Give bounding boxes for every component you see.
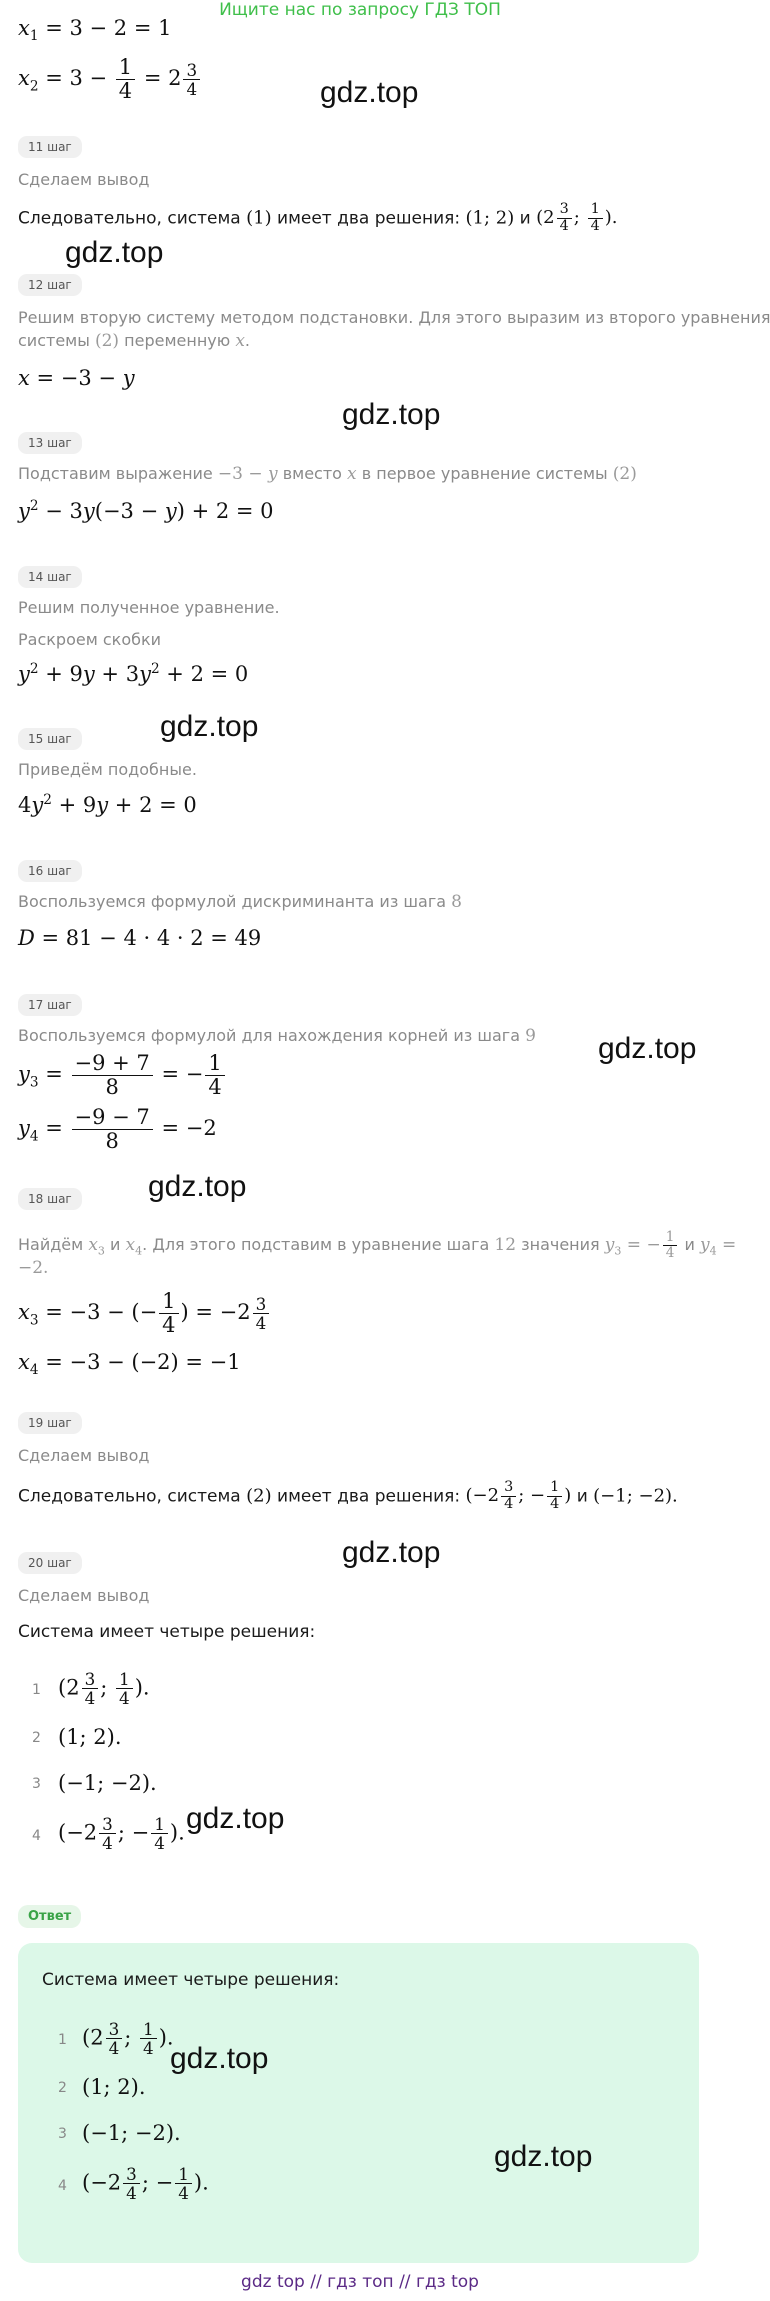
watermark: gdz.top: [342, 398, 441, 431]
equation-y4: $y_4$ = $\frac{-9 - 7}{8}$ = −2: [18, 1105, 217, 1154]
watermark: gdz.top: [148, 1170, 247, 1203]
answer-box: [18, 1943, 699, 2263]
step-12-line2: системы (2) переменную x.: [18, 331, 250, 351]
step-badge-11: 11 шаг: [18, 136, 82, 158]
list-number: 3: [58, 2126, 67, 2142]
top-banner[interactable]: Ищите нас по запросу ГДЗ ТОП: [219, 0, 501, 20]
watermark: gdz.top: [170, 2042, 269, 2075]
equation-x3: $x_3 = -3$ − (− $\frac{1}{4}$ ) = −2 $\frac{3}{4}$: [18, 1290, 271, 1337]
step-11-result: Следовательно, система (1) имеет два решения: (1; 2) и (2 $\frac{3}{4}$ ; $\frac{1}{4}$ ).: [18, 201, 618, 234]
watermark: gdz.top: [342, 1536, 441, 1569]
equation-discriminant: D = 81 − 4 · 4 · 2 = 49: [18, 926, 262, 950]
step-11-intro: Сделаем вывод: [18, 170, 150, 189]
watermark: gdz.top: [160, 710, 259, 743]
solution-1: (2 $\frac{3}{4}$ ; $\frac{1}{4}$ ).: [58, 1669, 150, 1709]
list-number: 3: [32, 1776, 41, 1792]
footer-link-1[interactable]: gdz top: [241, 2272, 305, 2292]
step-18-text-cont: −2.: [18, 1258, 49, 1278]
solution-3: (−1; −2).: [58, 1771, 157, 1795]
step-badge-12: 12 шаг: [18, 274, 82, 296]
step-12-line1: Решим вторую систему методом подстановки. Для этого выразим из второго уравнения: [18, 308, 770, 327]
step-badge-19: 19 шаг: [18, 1412, 82, 1434]
equation-x-expr: x = −3 − y: [18, 366, 135, 390]
step-badge-17: 17 шаг: [18, 994, 82, 1016]
step-20-result: Система имеет четыре решения:: [18, 1622, 316, 1642]
watermark: gdz.top: [598, 1032, 697, 1065]
footer-link-2[interactable]: гдз топ: [327, 2272, 394, 2292]
step-14-text-a: Решим полученное уравнение.: [18, 598, 280, 617]
list-number: 4: [58, 2178, 67, 2194]
answer-solution-2: (1; 2).: [82, 2075, 146, 2099]
footer-links: [0, 2272, 720, 2292]
step-badge-14: 14 шаг: [18, 566, 82, 588]
step-19-result: Следовательно, система (2) имеет два решения: (−2 $\frac{3}{4}$ ; − $\frac{1}{4}$ ) и (−1; −2).: [18, 1479, 678, 1512]
step-badge-18: 18 шаг: [18, 1188, 82, 1210]
equation-x1: $x_1 = 3 - 2 = 1$: [18, 16, 172, 45]
footer-separator: //: [310, 2272, 322, 2292]
list-number: 1: [58, 2032, 67, 2048]
footer-link-3[interactable]: гдз top: [415, 2272, 479, 2292]
answer-solution-4: (−2 $\frac{3}{4}$ ; − $\frac{1}{4}$ ).: [82, 2164, 209, 2204]
step-15-text: Приведём подобные.: [18, 760, 197, 779]
step-13-text: Подставим выражение −3 − y вместо x в первое уравнение системы (2): [18, 464, 637, 484]
equation-expanded: $y^2 + 9y + 3y^2 + 2 = 0$: [18, 661, 249, 686]
step-badge-15: 15 шаг: [18, 728, 82, 750]
watermark: gdz.top: [320, 76, 419, 109]
answer-solution-1: (2 $\frac{3}{4}$ ; $\frac{1}{4}$ ).: [82, 2019, 174, 2059]
footer-separator: //: [399, 2272, 411, 2292]
step-16-text: Воспользуемся формулой дискриминанта из шага 8: [18, 892, 462, 912]
list-number: 2: [58, 2080, 67, 2096]
watermark: gdz.top: [494, 2140, 593, 2173]
watermark: gdz.top: [186, 1802, 285, 1835]
step-19-intro: Сделаем вывод: [18, 1446, 150, 1465]
step-17-text: Воспользуемся формулой для нахождения корней из шага 9: [18, 1026, 536, 1046]
answer-solution-3: (−1; −2).: [82, 2121, 181, 2145]
step-14-text-b: Раскроем скобки: [18, 630, 162, 649]
step-20-intro: Сделаем вывод: [18, 1586, 150, 1605]
list-number: 1: [32, 1682, 41, 1698]
equation-x2: $x_2 = 3$ − $\frac{1}{4}$ = 2 $\frac{3}{4}$: [18, 56, 202, 103]
step-badge-13: 13 шаг: [18, 432, 82, 454]
watermark: gdz.top: [65, 236, 164, 269]
solution-2: (1; 2).: [58, 1725, 122, 1749]
list-number: 4: [32, 1828, 41, 1844]
answer-text: Система имеет четыре решения:: [42, 1970, 340, 1990]
equation-x4: $x_4 = -3 - (-2) = -1$: [18, 1350, 241, 1379]
equation-y3: $y_3$ = $\frac{-9 + 7}{8}$ = − $\frac{1}{4}$: [18, 1052, 227, 1099]
solution-4: (−2 $\frac{3}{4}$ ; − $\frac{1}{4}$ ).: [58, 1814, 185, 1854]
equation-simplified: $4y^2 + 9y + 2 = 0$: [18, 792, 197, 817]
equation-substituted: $y^2 - 3y(-3 - y) + 2 = 0$: [18, 498, 274, 523]
list-number: 2: [32, 1730, 41, 1746]
answer-badge: Ответ: [18, 1905, 81, 1928]
step-18-text: Найдём $x_3$ и $x_4$. Для этого подставим в уравнение шага 12 значения $y_3$ = − $\frac{1}{4}$ и $y_4$ =: [18, 1229, 737, 1261]
step-badge-16: 16 шаг: [18, 860, 82, 882]
step-badge-20: 20 шаг: [18, 1552, 82, 1574]
